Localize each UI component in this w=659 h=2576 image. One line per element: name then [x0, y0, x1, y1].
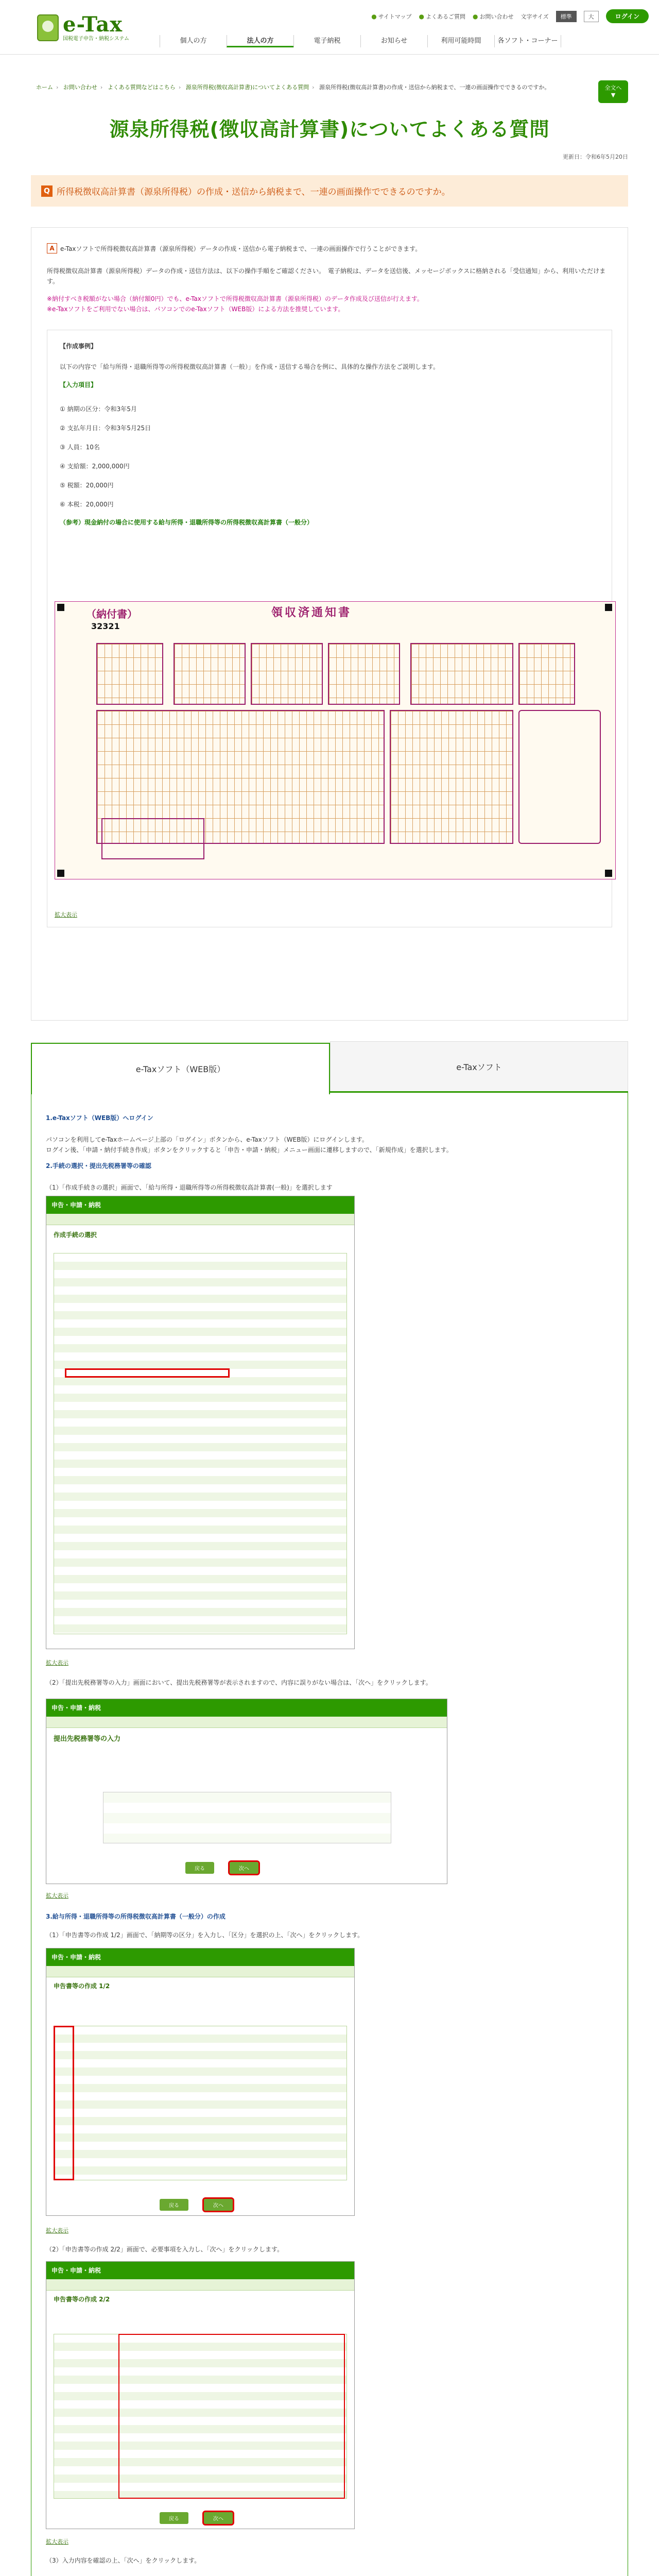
breadcrumb-home[interactable]: ホーム [36, 84, 53, 91]
breadcrumb-faq[interactable]: よくある質問などはこちら [107, 84, 176, 91]
zoom-link[interactable]: 拡大表示 [46, 1892, 68, 1899]
nav-news[interactable]: お知らせ [360, 35, 427, 47]
input-item: ② 支払年月日：令和3年5月25日 [60, 425, 151, 432]
zoom-link[interactable]: 拡大表示 [46, 2227, 68, 2234]
nav-hours[interactable]: 利用可能時間 [427, 35, 494, 47]
example-intro: 以下の内容で「給与所得・退職所得等の所得税徴収高計算書（一般）」を作成・送信する場合を例に、具体的な操作方法をご説明します。 [60, 363, 440, 370]
logo-text: e-Tax [63, 12, 123, 37]
tab-etax-web[interactable]: e-Taxソフト（WEB版） [31, 1043, 330, 1094]
slip-title-1: （納付書） [86, 608, 137, 620]
breadcrumb-current: 源泉所得税(徴収高計算書)の作成・送信から納税まで、一連の画面操作でできるのですか。 [319, 84, 550, 91]
input-item: ⑥ 本税：20,000円 [60, 501, 114, 508]
tab-etax-software[interactable]: e-Taxソフト [330, 1041, 628, 1091]
answer-p1: e-Taxソフトで所得税徴収高計算書（源泉所得税）データの作成・送信から電子納税まで、一連の画面操作で行うことができます。 [60, 245, 422, 252]
input-item: ④ 支給額：2,000,000円 [60, 463, 130, 470]
shot3-title: 申告書等の作成 1/2 [54, 1982, 110, 1990]
answer-p2: 所得税徴収高計算書（源泉所得税）データの作成・送信方法は、以下の操作手順をご確認ください。 電子納税は、データを送信後、メッセージボックスに格納される「受信通知」から、利用いただけます。 [47, 267, 606, 285]
answer-box [31, 227, 628, 1021]
arrow-icon: ● [371, 12, 377, 20]
screenshot-tax-office: 申告・申請・納税 提出先税務署等の入力 戻る 次へ [46, 1699, 447, 1884]
font-size-standard-button[interactable]: 標準 [556, 11, 577, 22]
etax-logo[interactable] [37, 7, 140, 48]
input-items-label: 【入力項目】 [60, 381, 97, 388]
utility-nav [371, 9, 649, 23]
site-header [0, 0, 659, 55]
global-nav [160, 35, 561, 47]
font-size-large-button[interactable]: 大 [584, 11, 599, 22]
example-heading: 【作成事例】 [60, 343, 97, 350]
question-icon: Q [41, 185, 53, 197]
nav-software[interactable]: 各ソフト・コーナー [494, 35, 561, 47]
logo-subtext: 国税電子申告・納税システム [63, 36, 129, 42]
logo-mascot-icon [37, 14, 59, 41]
updated-date: 更新日：令和6年5月20日 [563, 154, 628, 160]
breadcrumb-withholding-faq[interactable]: 源泉所得税(徴収高計算書)についてよくある質問 [185, 84, 309, 91]
step3-heading: 3.給与所得・退職所得等の所得税徴収高計算書（一般分）の作成 [46, 1913, 226, 1920]
zoom-link[interactable]: 拡大表示 [46, 1659, 68, 1666]
example-box [47, 330, 612, 927]
breadcrumb: ホーム › お問い合わせ › よくある質問などはこちら › 源泉所得税(徴収高計算書)についてよくある質問 › 源泉所得税(徴収高計算書)の作成・送信から納税まで、一連の画面操作でできるのですか。 全文へ ▼ 源泉所得税(徴収高計算書)についてよくある質問 [0, 55, 659, 137]
question-box [31, 175, 628, 207]
zoom-link[interactable]: 拡大表示 [55, 911, 77, 918]
question-icon: ● [419, 12, 424, 20]
question-text: 所得税徴収高計算書（源泉所得税）の作成・送信から納税まで、一連の画面操作でできるのですか。 [57, 187, 450, 197]
slip-title-2: 領収済通知書 [271, 606, 352, 619]
breadcrumb-contact[interactable]: お問い合わせ [63, 84, 97, 91]
shot2-title: 提出先税務署等の入力 [54, 1735, 121, 1743]
step3-2-text: （2）「申告書等の作成 2/2」画面で、必要事項を入力し、「次へ」をクリックします。 [46, 2246, 284, 2253]
step3-3-text: （3）入力内容を確認の上、「次へ」をクリックします。 [46, 2557, 201, 2564]
nav-corporate[interactable]: 法人の方 [227, 35, 293, 47]
zoom-link[interactable]: 拡大表示 [46, 2538, 68, 2545]
font-size-label: 文字サイズ [521, 13, 549, 20]
tab-content [31, 1093, 628, 2576]
page-title: 源泉所得税(徴収高計算書)についてよくある質問 [109, 118, 550, 141]
util-sitemap[interactable]: ● サイトマップ [371, 12, 412, 20]
nav-e-payment[interactable]: 電子納税 [293, 35, 360, 47]
step3-1-text: （1）「申告書等の作成 1/2」画面で、「納期等の区分」を入力し、「区分」を選択の上、「次へ」をクリックします。 [46, 1931, 364, 1939]
screenshot-form-2: 申告・申請・納税 申告書等の作成 2/2 戻る 次へ [46, 2261, 355, 2529]
mail-icon: ● [472, 12, 478, 20]
answer-icon: A [47, 243, 57, 253]
answer-note-2: ※e-Taxソフトをご利用でない場合は、パソコンでのe-Taxソフト（WEB版）による方法を推奨しています。 [47, 306, 344, 313]
util-contact[interactable]: ● お問い合わせ [472, 12, 514, 20]
step1-heading: 1.e-Taxソフト（WEB版）へログイン [46, 1114, 153, 1122]
input-item: ⑤ 税額：20,000円 [60, 482, 114, 489]
shot1-title: 作成手続の選択 [54, 1231, 97, 1239]
step2-heading: 2.手続の選択・提出先税務署等の確認 [46, 1162, 151, 1170]
input-item: ③ 人員：10名 [60, 444, 100, 451]
screenshot-form-1: 申告・申請・納税 申告書等の作成 1/2 戻る 次へ [46, 1948, 355, 2216]
answer-note-1: ※納付すべき税額がない場合（納付額0円）でも、e-Taxソフトで所得税徴収高計算書（源泉所得税）のデータ作成及び送信が行えます。 [47, 295, 423, 302]
step2-1-text: （1）「作成手続きの選択」画面で、「給与所得・退職所得等の所得税徴収高計算書(一般)」を選択します [46, 1184, 333, 1191]
step1-text: パソコンを利用してe-Taxホームページ上部の「ログイン」ボタンから、e-Taxソフト（WEB版）にログインします。 ログイン後、「申請・納付手続き作成」ボタンをクリックすると「申告・申請・納税」メニュー画面に遷移しますので、「新規作成」を選択します。 [46, 1136, 453, 1154]
full-text-button[interactable]: 全文へ ▼ [598, 80, 628, 103]
slip-code: 32321 [91, 621, 120, 631]
screenshot-procedure-select: 申告・申請・納税 作成手続の選択 [46, 1196, 355, 1649]
input-item: ① 納期の区分：令和3年5月 [60, 405, 137, 413]
shot4-title: 申告書等の作成 2/2 [54, 2296, 110, 2303]
util-faq[interactable]: ● よくあるご質問 [419, 12, 465, 20]
tab-bar [31, 1041, 628, 1093]
nav-individual[interactable]: 個人の方 [160, 35, 227, 47]
login-button[interactable]: ログイン [606, 9, 649, 23]
slip-caption: （参考）現金納付の場合に使用する給与所得・退職所得等の所得税徴収高計算書（一般分） [60, 519, 314, 526]
step2-2-text: （2）「提出先税務署等の入力」画面において、提出先税務署等が表示されますので、内容に誤りがない場合は、「次へ」をクリックします。 [46, 1679, 432, 1686]
payment-slip-image [55, 601, 616, 879]
